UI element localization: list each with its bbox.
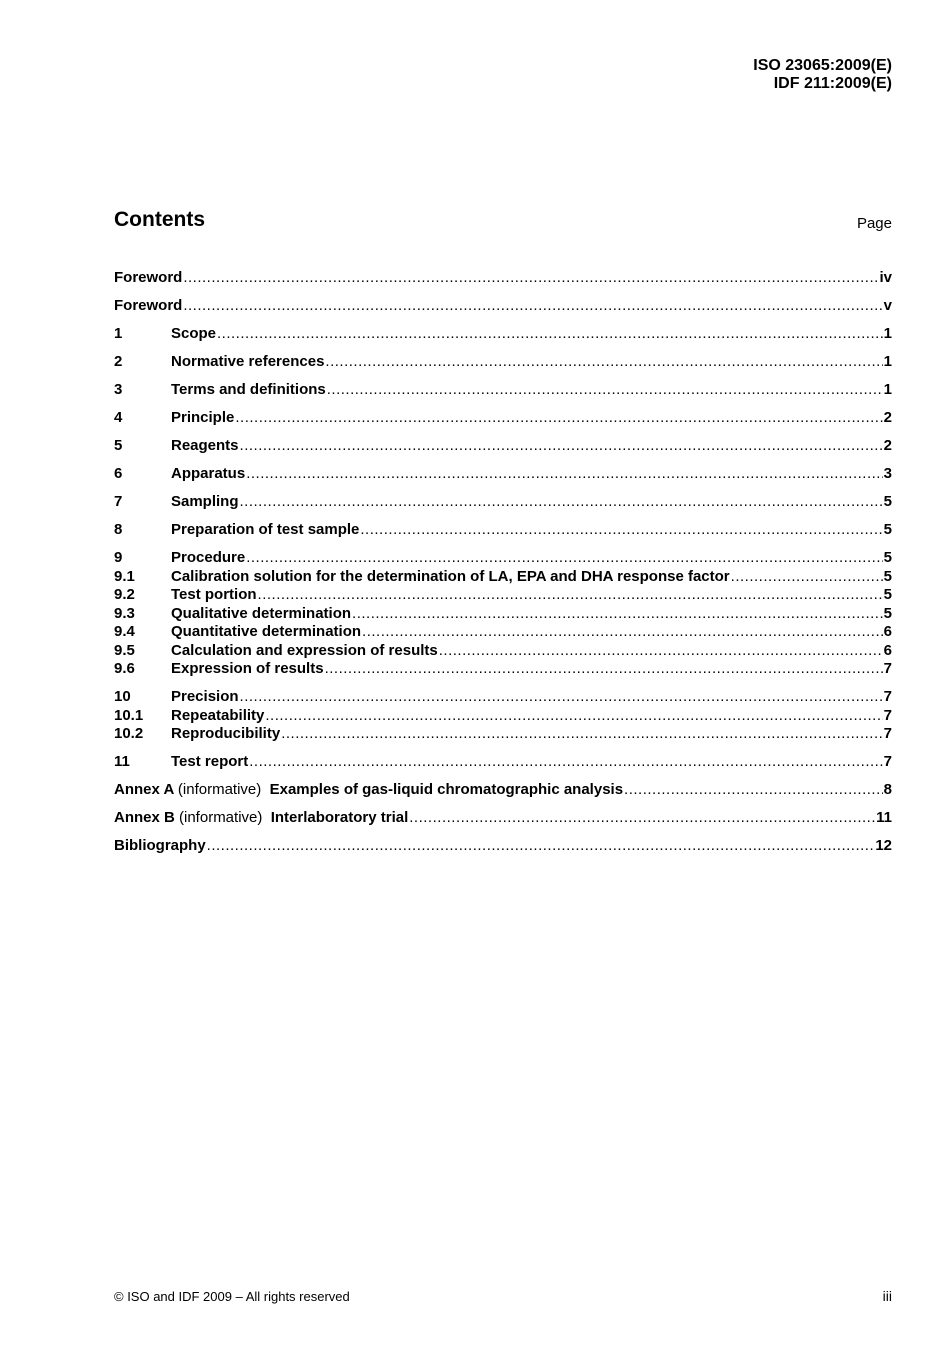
toc-entry-page: 11 <box>876 809 892 826</box>
copyright-notice: © ISO and IDF 2009 – All rights reserved <box>114 1289 350 1304</box>
toc-entry-number: 10.1 <box>114 706 144 724</box>
toc-entry-annex-b[interactable] <box>114 809 892 828</box>
toc-entry-number: 11 <box>114 753 130 770</box>
toc-entry-title: Foreword <box>114 269 183 286</box>
toc-entry-reagents[interactable] <box>114 437 892 456</box>
toc-entry-title: Principle <box>171 409 235 426</box>
toc-entry-title: Calibration solution for the determination of LA, EPA and DHA response factor <box>171 567 730 585</box>
toc-entry-title: Sampling <box>171 493 239 510</box>
toc-entry-title: Preparation of test sample <box>171 521 360 538</box>
toc-entry-page: iv <box>879 269 892 286</box>
toc-annex-label: Annex A <box>114 781 174 798</box>
toc-entry-page: 2 <box>883 409 892 426</box>
toc-entry-title: Interlaboratory trial <box>270 809 409 826</box>
toc-entry-page: 7 <box>883 753 892 770</box>
toc-entry-normative-references[interactable] <box>114 353 892 372</box>
toc-entry-title: Repeatability <box>171 706 265 724</box>
toc-entry-page: 5 <box>883 567 892 585</box>
toc-entry-page: 5 <box>883 549 892 566</box>
toc-entry-precision[interactable] <box>114 688 892 707</box>
toc-entry-page: 12 <box>875 837 892 854</box>
toc-entry-title: Examples of gas-liquid chromatographic analysis <box>269 781 624 798</box>
toc-entry-test-report[interactable] <box>114 753 892 772</box>
toc-entry-bibliography[interactable] <box>114 837 892 856</box>
toc-entry-calibration-solution[interactable] <box>114 568 892 587</box>
toc-entry-quantitative-determination[interactable] <box>114 623 892 642</box>
toc-entry-apparatus[interactable] <box>114 465 892 484</box>
toc-entry-page: 1 <box>883 381 892 398</box>
toc-entry-page: 7 <box>883 688 892 705</box>
toc-entry-page: 5 <box>883 604 892 622</box>
toc-entry-title: Procedure <box>171 549 246 566</box>
toc-entry-page: 6 <box>883 641 892 659</box>
toc-entry-page: 5 <box>883 521 892 538</box>
toc-entry-foreword-v[interactable] <box>114 297 892 316</box>
document-header <box>753 57 892 93</box>
toc-entry-title: Expression of results <box>171 660 324 677</box>
toc-entry-preparation-of-test-sample[interactable] <box>114 521 892 540</box>
contents-title: Contents <box>114 208 205 231</box>
toc-entry-title: Terms and definitions <box>171 381 326 398</box>
toc-entry-page: 6 <box>883 623 892 640</box>
toc-entry-title: Test report <box>171 753 249 770</box>
toc-annex-qualifier: (informative) <box>179 809 263 826</box>
toc-entry-page: 7 <box>883 725 892 742</box>
toc-entry-number: 9 <box>114 549 123 566</box>
toc-entry-page: 3 <box>883 465 892 482</box>
toc-entry-test-portion[interactable] <box>114 586 892 605</box>
toc-entry-number: 3 <box>114 381 123 398</box>
toc-entry-number: 9.2 <box>114 586 135 603</box>
toc-entry-page: 1 <box>883 325 892 342</box>
toc-entry-expression-of-results[interactable] <box>114 660 892 679</box>
toc-entry-sampling[interactable] <box>114 493 892 512</box>
toc-entry-title: Qualitative determination <box>171 604 352 622</box>
toc-annex-qualifier: (informative) <box>177 781 262 798</box>
page-number: iii <box>882 1288 892 1304</box>
toc-entry-title: Scope <box>171 325 217 342</box>
toc-entry-reproducibility[interactable] <box>114 725 892 744</box>
toc-entry-page: 5 <box>883 493 892 510</box>
toc-entry-number: 4 <box>114 409 123 426</box>
toc-entry-page: 8 <box>883 781 892 798</box>
toc-entry-number: 9.3 <box>114 604 135 622</box>
toc-entry-title: Reproducibility <box>171 725 281 742</box>
page-column-label: Page <box>856 215 892 232</box>
toc-entry-number: 9.6 <box>114 660 135 677</box>
toc-entry-page: v <box>883 297 892 314</box>
toc-entry-page: 1 <box>883 353 892 370</box>
toc-entry-title: Normative references <box>171 353 325 370</box>
toc-entry-number: 9.5 <box>114 641 135 659</box>
toc-entry-title: Precision <box>171 688 239 705</box>
toc-entry-foreword-iv[interactable] <box>114 269 892 288</box>
toc-entry-repeatability[interactable] <box>114 707 892 726</box>
toc-entry-title: Test portion <box>171 586 257 603</box>
table-of-contents <box>114 269 892 856</box>
toc-entry-calculation-and-expression[interactable] <box>114 642 892 661</box>
iso-designation: ISO 23065:2009(E) <box>753 57 892 74</box>
toc-entry-number: 1 <box>114 325 123 342</box>
toc-entry-number: 9.1 <box>114 567 135 585</box>
toc-entry-qualitative-determination[interactable] <box>114 605 892 624</box>
toc-entry-title: Calculation and expression of results <box>171 641 438 659</box>
toc-entry-title: Apparatus <box>171 465 246 482</box>
idf-designation: IDF 211:2009(E) <box>773 75 892 92</box>
toc-entry-number: 7 <box>114 493 123 510</box>
toc-entry-number: 5 <box>114 437 123 454</box>
toc-entry-annex-a[interactable] <box>114 781 892 800</box>
toc-entry-number: 10.2 <box>114 725 144 742</box>
toc-entry-number: 6 <box>114 465 123 482</box>
toc-entry-procedure[interactable] <box>114 549 892 568</box>
toc-entry-page: 2 <box>883 437 892 454</box>
toc-entry-title: Bibliography <box>114 837 206 854</box>
toc-entry-scope[interactable] <box>114 325 892 344</box>
toc-entry-title: Quantitative determination <box>171 623 362 640</box>
toc-entry-page: 7 <box>883 706 892 724</box>
toc-entry-number: 10 <box>114 688 131 705</box>
toc-entry-number: 8 <box>114 521 123 538</box>
toc-annex-label: Annex B <box>114 809 175 826</box>
toc-entry-number: 2 <box>114 353 123 370</box>
toc-entry-terms-and-definitions[interactable] <box>114 381 892 400</box>
toc-entry-page: 5 <box>883 586 892 603</box>
toc-entry-page: 7 <box>883 660 892 677</box>
toc-entry-title: Reagents <box>171 437 239 454</box>
toc-entry-number: 9.4 <box>114 623 135 640</box>
toc-entry-title: Foreword <box>114 297 183 314</box>
toc-entry-principle[interactable] <box>114 409 892 428</box>
